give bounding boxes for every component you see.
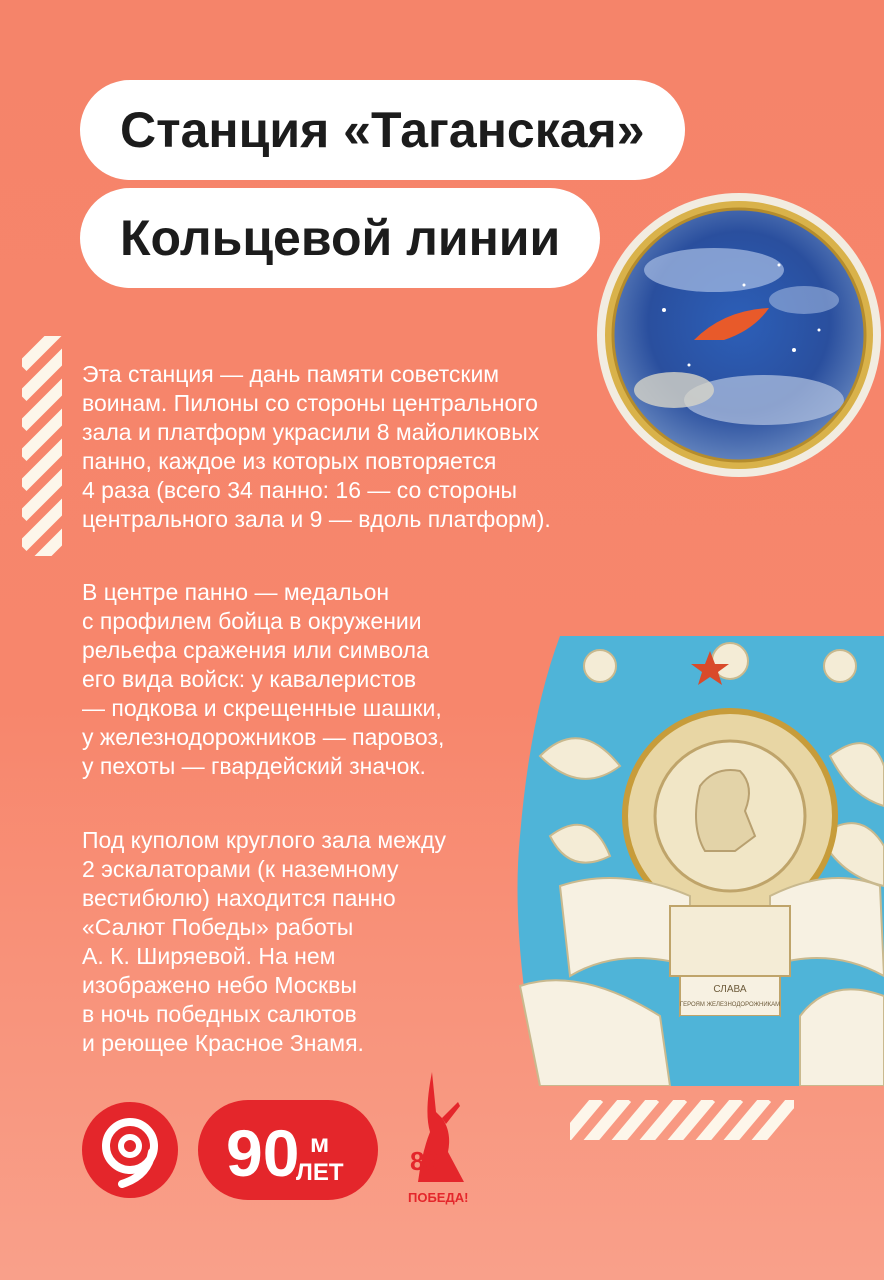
- anniversary-m: м: [310, 1128, 330, 1158]
- metro-logo-icon: [80, 1100, 180, 1200]
- pobeda-number: 80: [410, 1146, 439, 1176]
- paragraph-1-text: Эта станция — дань памяти советским воинам. Пилоны со стороны центрального зала и платформ украсили 8 майоликовых панно, каждое из которых повторяется 4 раза (всего 34 панно: 16 — со стороны центрального зала и 9 — вдоль платформ).: [82, 361, 551, 532]
- description-paragraph-2: [82, 578, 522, 781]
- anniversary-number: 90: [226, 1116, 300, 1190]
- paragraph-3-text: Под куполом круглого зала между 2 эскалаторами (к наземному вестибюлю) находится панно «Салют Победы» работы А. К. Ширяевой. На нем изображено небо Москвы в ночь победных салютов и реющее Красное Знамя.: [82, 827, 446, 1056]
- title-line-2: Кольцевой линии: [80, 188, 600, 288]
- ninety-years-logo: [198, 1100, 378, 1200]
- anniversary-word: ЛЕТ: [296, 1159, 344, 1186]
- paragraph-2-text: В центре панно — медальон с профилем бойца в окружении рельефа сражения или символа его вида войск: у кавалеристов — подкова и скрещенные шашки, у железнодорожников — паровоз, у пехоты — гвардейский значок.: [82, 579, 445, 779]
- title-line-1: Станция «Таганская»: [80, 80, 685, 180]
- description-paragraph-1: [82, 360, 642, 534]
- pobeda-word: ПОБЕДА!: [408, 1190, 469, 1205]
- panel-inscription-heroes: ГЕРОЯМ ЖЕЛЕЗНОДОРОЖНИКАМ: [679, 1002, 781, 1008]
- majolica-panel-image: [500, 636, 884, 1086]
- decorative-stripes-left: [22, 336, 62, 556]
- panel-inscription-slava: СЛАВА: [713, 984, 747, 995]
- decorative-stripes-right: [570, 1100, 794, 1140]
- victory-80-logo: [408, 1072, 480, 1212]
- description-paragraph-3: [82, 826, 522, 1058]
